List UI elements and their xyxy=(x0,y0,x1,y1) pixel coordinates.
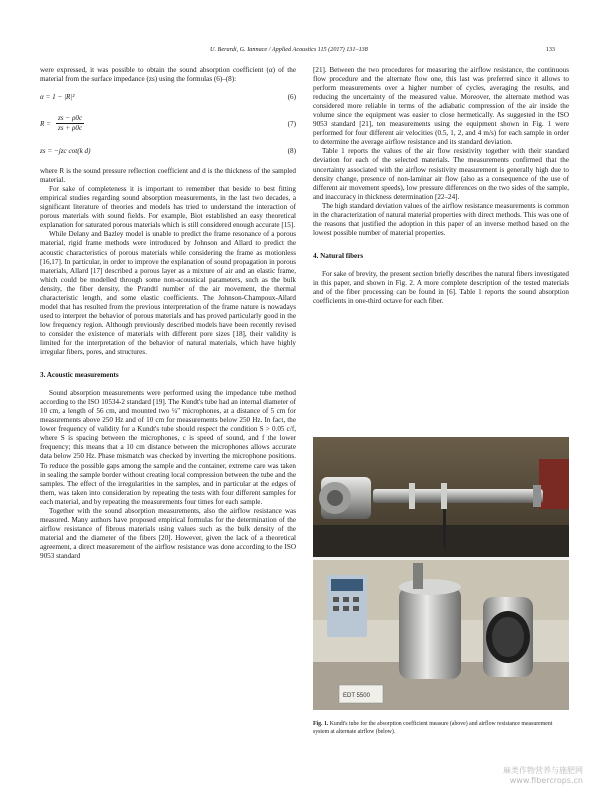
fraction-denominator: zs + ρ0c xyxy=(58,124,83,133)
equation-7 xyxy=(40,114,296,138)
left-column xyxy=(40,66,296,561)
paragraph: For sake of brevity, the present section briefly describes the natural fibers investigated in this paper, and shown in Fig. 2. A more complete description of the tested materials and of the fiber processing can be found in [6]. Table 1 reports the sound absorption coefficients in one-third octave for each fiber. xyxy=(313,269,569,306)
kundt-tube xyxy=(373,489,543,503)
paragraph: Together with the sound absorption measurements, also the airflow resistance was measured. Many authors have proposed empirical formulas for the determination of the airflow resistance of fibrous materials using values such as the bulk density of the material and the diameter of the fibers [20]. However, given the lack of a theoretical agreement, a direct measurement of the airflow resistance was done according to the ISO 9053 standard xyxy=(40,506,296,560)
equation-number: (8) xyxy=(287,147,296,156)
equation-text: α = 1 − |R|² xyxy=(40,93,75,102)
equation-text: zs = −jzc cot(k d) xyxy=(40,147,91,156)
equation-6 xyxy=(40,93,296,105)
caption-text: Kundt's tube for the absorption coefficient measure (above) and airflow resistance measurement system at alternate airflow (below). xyxy=(313,721,553,735)
right-column xyxy=(313,66,569,306)
paragraph: While Delany and Bazley model is unable to predict the frame resonance of a porous material, rigid frame methods were introduced by Johnson and Allard to predict the acoustic characteristics of porous materials while considering the frame as motionless [16,17]. In particular, in order to improve the explanation of sound propagation in porous materials, Allard [17] described a porous layer as a mixture of air and an elastic frame, which could be modelled through some non-acoustical parameters, such as the bulk density, the fiber density, the Prandtl number of the air movement, the thermal characteristic length, and some elastic coefficients. The Johnson-Champoux-Allard model that has resulted from the previous interpretation of the frame nature is nowadays used to interpret the behavior of porous materials and has proved particularly good in the low frequency region. Although previously described models have been recently revised to consider the existence of materials with different pore sizes [18], their validity is limited for the interpretation of the behavior of natural materials, which have highly irregular fibers, pores, and structures. xyxy=(40,230,296,357)
section-heading: 3. Acoustic measurements xyxy=(40,371,119,380)
photo-illustration xyxy=(313,437,569,710)
header-citation: U. Berardi, G. Iannace / Applied Acoustics 115 (2017) 131–138 xyxy=(210,46,368,53)
paragraph: The high standard deviation values of the airflow resistance measurements is common in the characterization of natural material properties with direct methods. This was one of the reasons that justified the adoption in this paper of an inverse method based on the lowest possible number of material properties. xyxy=(313,201,569,237)
airflow-cylinder xyxy=(399,587,461,679)
figure-1-photo xyxy=(313,437,569,710)
paragraph: Table 1 reports the values of the air flow resistivity together with their standard deviation for each of the selected materials. The measurements confirmed that the uncertainty associated with the airflow resistivity measurement is generally high due to density change, presence of non-laminar air flow (also as a consequence of the use of different air movement speeds), low pressure differences on the two sides of the sample, and inaccuracy in thickness determination [22–24]. xyxy=(313,147,569,201)
watermark xyxy=(503,766,583,786)
equation-number: (6) xyxy=(287,93,296,102)
speaker-box xyxy=(539,459,569,509)
watermark-line-2: www.fibercrops.cn xyxy=(509,776,583,785)
equation-number: (7) xyxy=(287,120,296,129)
equation-lhs: R = xyxy=(40,120,51,129)
page-number: 133 xyxy=(545,46,555,53)
paragraph: were expressed, it was possible to obtain the sound absorption coefficient (α) of the material from the surface impedance (zs) using the formulas (6)–(8): xyxy=(40,66,296,84)
paragraph: where R is the sound pressure reflection coefficient and d is the thickness of the sampled material. xyxy=(40,167,296,185)
fraction-numerator: zs − ρ0c xyxy=(56,114,84,124)
paragraph: [21]. Between the two procedures for measuring the airflow resistance, the continuous flow procedure and the alternate flow one, this last was preferred since it allows to perform measurements over a higher number of cycles, averaging the results, and reducing the uncertainty of the measured value. Moreover, the alternate method was considered more reliable in terms of the adiabatic compression of the air inside the volume since the equipment was easier to close hermetically. As suggested in the ISO 9053 standard [21], ten measurements using the equipment shown in Fig. 1 were performed for four different air velocities (0.5, 1, 2, and 4 m/s) for each sample in order to determine the average airflow resistance and its standard deviation. xyxy=(313,66,569,147)
paragraph: For sake of completeness it is important to remember that beside to best fitting empirical studies regarding sound absorption measurements, in the last two decades, a significant literature of theories and models has tried to understand the interaction of porous materials with sound fields. For example, Biot established an easy theoretical explanation for saturated porous materials which is still considered enough accurate [15]. xyxy=(40,185,296,230)
device-label: EDT 5500 xyxy=(343,693,370,699)
caption-label: Fig. 1. xyxy=(313,721,329,727)
equation-8 xyxy=(40,147,296,159)
watermark-line-1: 麻类作物营养与施肥网 xyxy=(503,766,583,775)
figure-caption xyxy=(313,721,569,736)
section-heading: 4. Natural fibers xyxy=(313,251,364,260)
paragraph: Sound absorption measurements were performed using the impedance tube method according to the ISO 10534-2 standard [19]. The Kundt's tube had an internal diameter of 10 cm, a length of 56 cm, and mounted two ¼″ microphones, at a distance of 5 cm for measurements above 250 Hz and of 10 cm for measurements below 250 Hz. In fact, the lower frequency of validity for a Kundt's tube should respect the condition S > 0.05 c/f, where S is spacing between the microphones, c is speed of sound, and f the lower frequency; this means that a 10 cm distance between the microphones allows accurate data below 250 Hz. Phase mismatch was checked by inverting the microphone positions. To reduce the possible gaps among the sample and the container, extreme care was taken in sealing the sample border without creating local compression between the tube and the samples. The effect of the irregularities in the samples, and in particular at the edges of them, was taken into consideration by repeating the tests with four different samples for each material, and by repeating the measurements four times for each sample. xyxy=(40,389,296,506)
